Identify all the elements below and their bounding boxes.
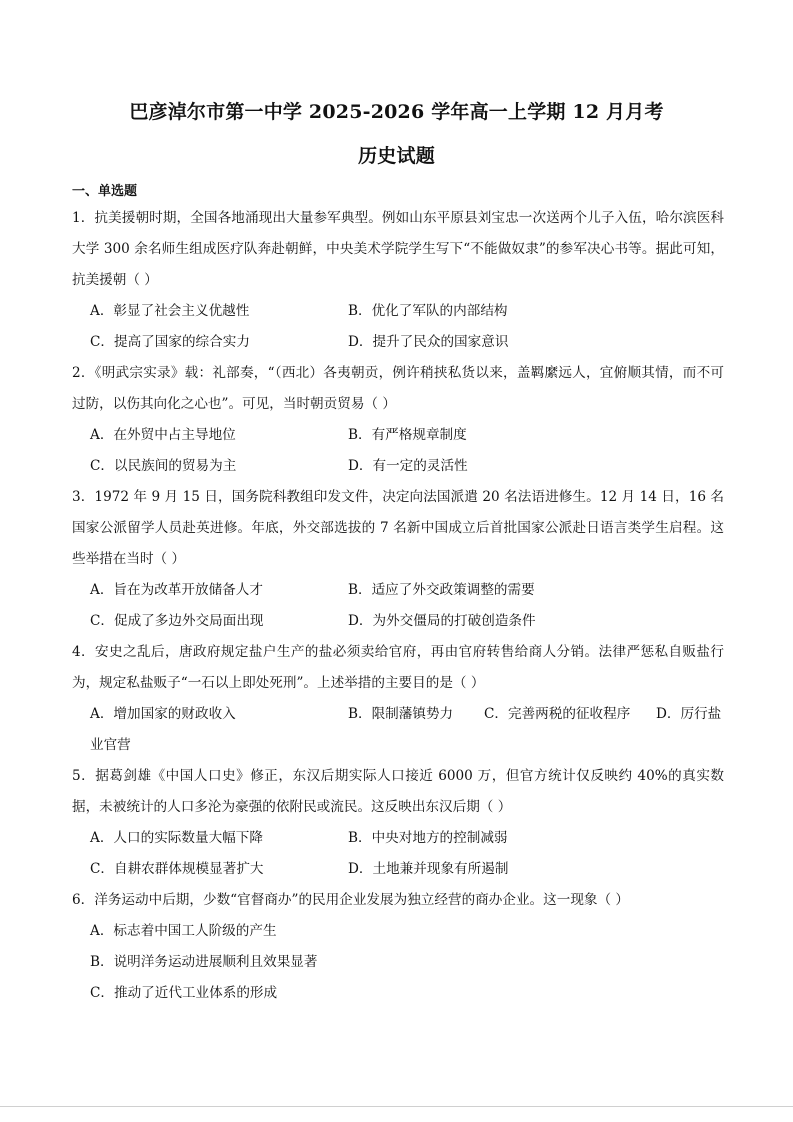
question-stem: 3．1972 年 9 月 15 日，国务院科教组印发文件，决定向法国派遣 20 名法语进修生。12 月 14 日，16 名国家公派留学人员赴英进修。年底，外交部选拔的 7 名新中国成立后首批国家公派赴日语言类学生启程。这些举措在当时（ ）: [72, 489, 724, 567]
option-d[interactable]: D．提升了民众的国家意识: [348, 334, 509, 350]
option-b[interactable]: B．中央对地方的控制减弱: [348, 830, 508, 846]
options: [72, 699, 724, 761]
option-d[interactable]: D．厉行盐: [656, 706, 722, 722]
option-c[interactable]: C．以民族间的贸易为主: [90, 458, 237, 474]
question-stem: 6．洋务运动中后期，少数“官督商办”的民用企业发展为独立经营的商办企业。这一现象（ ）: [72, 892, 630, 908]
option-d[interactable]: D．为外交僵局的打破创造条件: [348, 613, 536, 629]
options: [72, 916, 724, 1009]
option-b[interactable]: B．限制藩镇势力: [348, 706, 454, 722]
option-a[interactable]: A．标志着中国工人阶级的产生: [90, 923, 277, 939]
question-6: [72, 885, 724, 1009]
option-a[interactable]: A．彰显了社会主义优越性: [90, 303, 250, 319]
question-stem: 5．据葛剑雄《中国人口史》修正，东汉后期实际人口接近 6000 万，但官方统计仅反映约 40%的真实数据，未被统计的人口多沦为豪强的依附民或流民。这反映出东汉后期（ ）: [72, 768, 724, 815]
option-a[interactable]: A．在外贸中占主导地位: [90, 427, 236, 443]
option-c[interactable]: C．提高了国家的综合实力: [90, 334, 250, 350]
option-a[interactable]: A．增加国家的财政收入: [90, 706, 236, 722]
option-d[interactable]: D．土地兼并现象有所遏制: [348, 861, 509, 877]
option-b[interactable]: B．说明洋务运动进展顺利且效果显著: [90, 954, 318, 970]
options: [72, 823, 724, 885]
options: [72, 296, 724, 358]
option-c[interactable]: C．推动了近代工业体系的形成: [90, 985, 278, 1001]
section-heading: 一、单选题: [72, 184, 138, 199]
options: [72, 420, 724, 482]
exam-subject-title: 历史试题: [358, 145, 435, 167]
option-c[interactable]: C．促成了多边外交局面出现: [90, 613, 264, 629]
question-1: [72, 203, 724, 358]
option-d-continuation[interactable]: 业官营: [90, 737, 131, 753]
option-c[interactable]: C．完善两税的征收程序: [484, 706, 631, 722]
option-b[interactable]: B．优化了军队的内部结构: [348, 303, 508, 319]
question-stem: 1．抗美援朝时期，全国各地涌现出大量参军典型。例如山东平原县刘宝忠一次送两个儿子入伍，哈尔滨医科大学 300 余名师生组成医疗队奔赴朝鲜，中央美术学院学生写下“不能做奴隶”的参军决心书等。据此可知，抗美援朝（ ）: [72, 210, 724, 288]
option-b[interactable]: B．有严格规章制度: [348, 427, 467, 443]
option-d[interactable]: D．有一定的灵活性: [348, 458, 468, 474]
question-2: [72, 358, 724, 482]
question-list: [72, 203, 724, 1009]
question-stem: 2．《明武宗实录》载：礼部奏，“（西北）各夷朝贡，例许稍挟私货以来，盖羁縻远人，宜俯顺其情，而不可过防，以伤其向化之心也”。可见，当时朝贡贸易（ ）: [72, 365, 724, 412]
question-stem: 4．安史之乱后，唐政府规定盐户生产的盐必须卖给官府，再由官府转售给商人分销。法律严惩私自贩盐行为，规定私盐贩子“一石以上即处死刑”。上述举措的主要目的是（ ）: [72, 644, 724, 691]
question-4: [72, 637, 724, 761]
options: [72, 575, 724, 637]
question-5: [72, 761, 724, 885]
page-bottom-rule: [0, 1106, 793, 1107]
question-3: [72, 482, 724, 637]
option-b[interactable]: B．适应了外交政策调整的需要: [348, 582, 535, 598]
option-a[interactable]: A．人口的实际数量大幅下降: [90, 830, 263, 846]
exam-title: 巴彦淖尔市第一中学 2025-2026 学年高一上学期 12 月月考: [129, 101, 664, 123]
option-a[interactable]: A．旨在为改革开放储备人才: [90, 582, 263, 598]
option-c[interactable]: C．自耕农群体规模显著扩大: [90, 861, 264, 877]
